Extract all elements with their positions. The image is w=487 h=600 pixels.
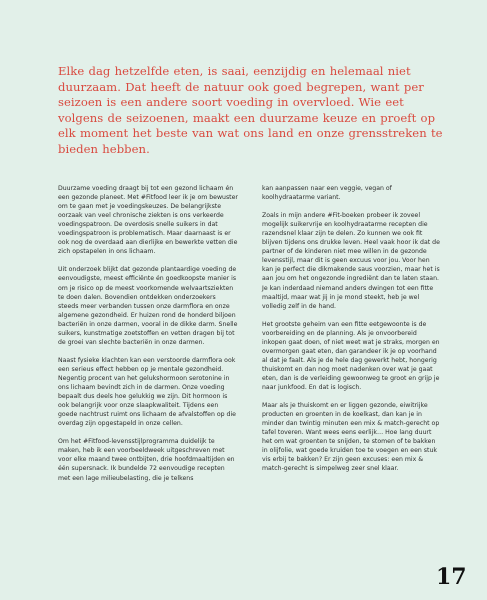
body-paragraph: Het grootste geheim van een fitte eetgewoonte is de voorbereiding en de planning. Als je onvoorbereid inkopen gaat doen, of niet weet wat je straks, morgen en overmorgen gaat eten, dan garandeer ik je op voorhand al dat je faalt. Als je de hele dag gewerkt hebt, hongerig thuiskomt en dan nog moet nadenken over wat je gaat eten, dan is de verleiding gewoonweg te groot en grijp je naar junkfood. En dat is logisch.	[262, 320, 440, 392]
body-paragraph: Duurzame voeding draagt bij tot een gezond lichaam én een gezonde planeet. Met #Fitfood leer ik je om bewuster om te gaan met je voedingskeuzes. De belangrijkste oorzaak van veel chronische ziekten is ons verkeerde voedingspatroon. De overdosis snelle suikers in dat voedingspatroon is problematisch. Maar daarnaast is er ook nog de overdaad aan dierlijke en bewerkte vetten die zich opstapelen in ons lichaam.	[58, 185, 238, 256]
page-number: 17	[436, 564, 467, 590]
body-paragraph: Maar als je thuiskomt en er liggen gezonde, eiwitrijke producten en groenten in de koelkast, dan kan je in minder dan twintig minuten een mix & match-gerecht op tafel toveren. Want wees eens eerlijk… Hoe lang duurt het om wat groenten te snijden, te stomen of te bakken in olijfolie, wat goede kruiden toe te voegen en een stuk vis erbij te bakken? Er zijn geen excuses: een mix & match-gerecht is simpelweg zeer snel klaar.	[262, 402, 440, 473]
right-column	[262, 184, 442, 483]
left-column	[58, 184, 238, 492]
intro-paragraph: Elke dag hetzelfde eten, is saai, eenzijdig en helemaal niet duurzaam. Dat heeft de natuur ook goed begrepen, want per seizoen is een andere soort voeding in overvloed. Wie eet volgens de seizoenen, maakt een duurzame keuze en proeft op elk moment het beste van wat ons land en onze grensstreken te bieden hebben.	[58, 64, 443, 156]
body-paragraph: kan aanpassen naar een veggie, vegan of koolhydraatarme variant.	[262, 185, 392, 202]
body-paragraph: Uit onderzoek blijkt dat gezonde plantaardige voeding de eenvoudigste, meest efficiënte én goedkoopste manier is om je risico op de meest voorkomende welvaartsziekten te doen dalen. Bovendien ontdekken onderzoekers steeds meer verbanden tussen onze darmflora en onze algemene gezondheid. Er huizen rond de honderd biljoen bacteriën in onze darmen, vooral in de dikke darm. Snelle suikers, kunstmatige zoetstoffen en vetten dragen bij tot de groei van slechte bacteriën in onze darmen.	[58, 266, 238, 346]
body-paragraph: Naast fysieke klachten kan een verstoorde darmflora ook een serieus effect hebben op je mentale gezondheid. Negentig procent van het gelukshormoon serotonine in ons lichaam bevindt zich in de darmen. Onze voeding bepaalt dus deels hoe gelukkig we zijn. Dit hormoon is ook belangrijk voor onze slaapkwaliteit. Tijdens een goede nachtrust ruimt ons lichaam de afvalstoffen op die overdag zijn opgestapeld in onze cellen.	[58, 356, 236, 428]
body-paragraph: Zoals in mijn andere #Fit-boeken probeer ik zoveel mogelijk suikervrije en koolhydraatarme recepten die razendsnel klaar zijn te delen. Zo kunnen we ook fit blijven tijdens ons drukke leven. Heel vaak hoor ik dat de partner of de kinderen niet mee willen in de gezonde levensstijl, maar dit is geen excuus voor jou. Voor hen kan je perfect die dikmakende saus voorzien, maar het is aan jou om het ongezonde ingrediënt dan te laten staan. Je kan inderdaad niemand anders dwingen tot een fitte maaltijd, maar wat jij in je mond steekt, heb je wel volledig zelf in de hand.	[262, 212, 440, 310]
body-paragraph: Om het #Fitfood-levensstijlprogramma duidelijk te maken, heb ik een voorbeeldweek uitgeschreven met voor elke maand twee ontbijten, drie hoofdmaaltijden en één supersnack. Ik bundelde 72 eenvoudige recepten met een lage milieubelasting, die je telkens	[58, 438, 235, 482]
